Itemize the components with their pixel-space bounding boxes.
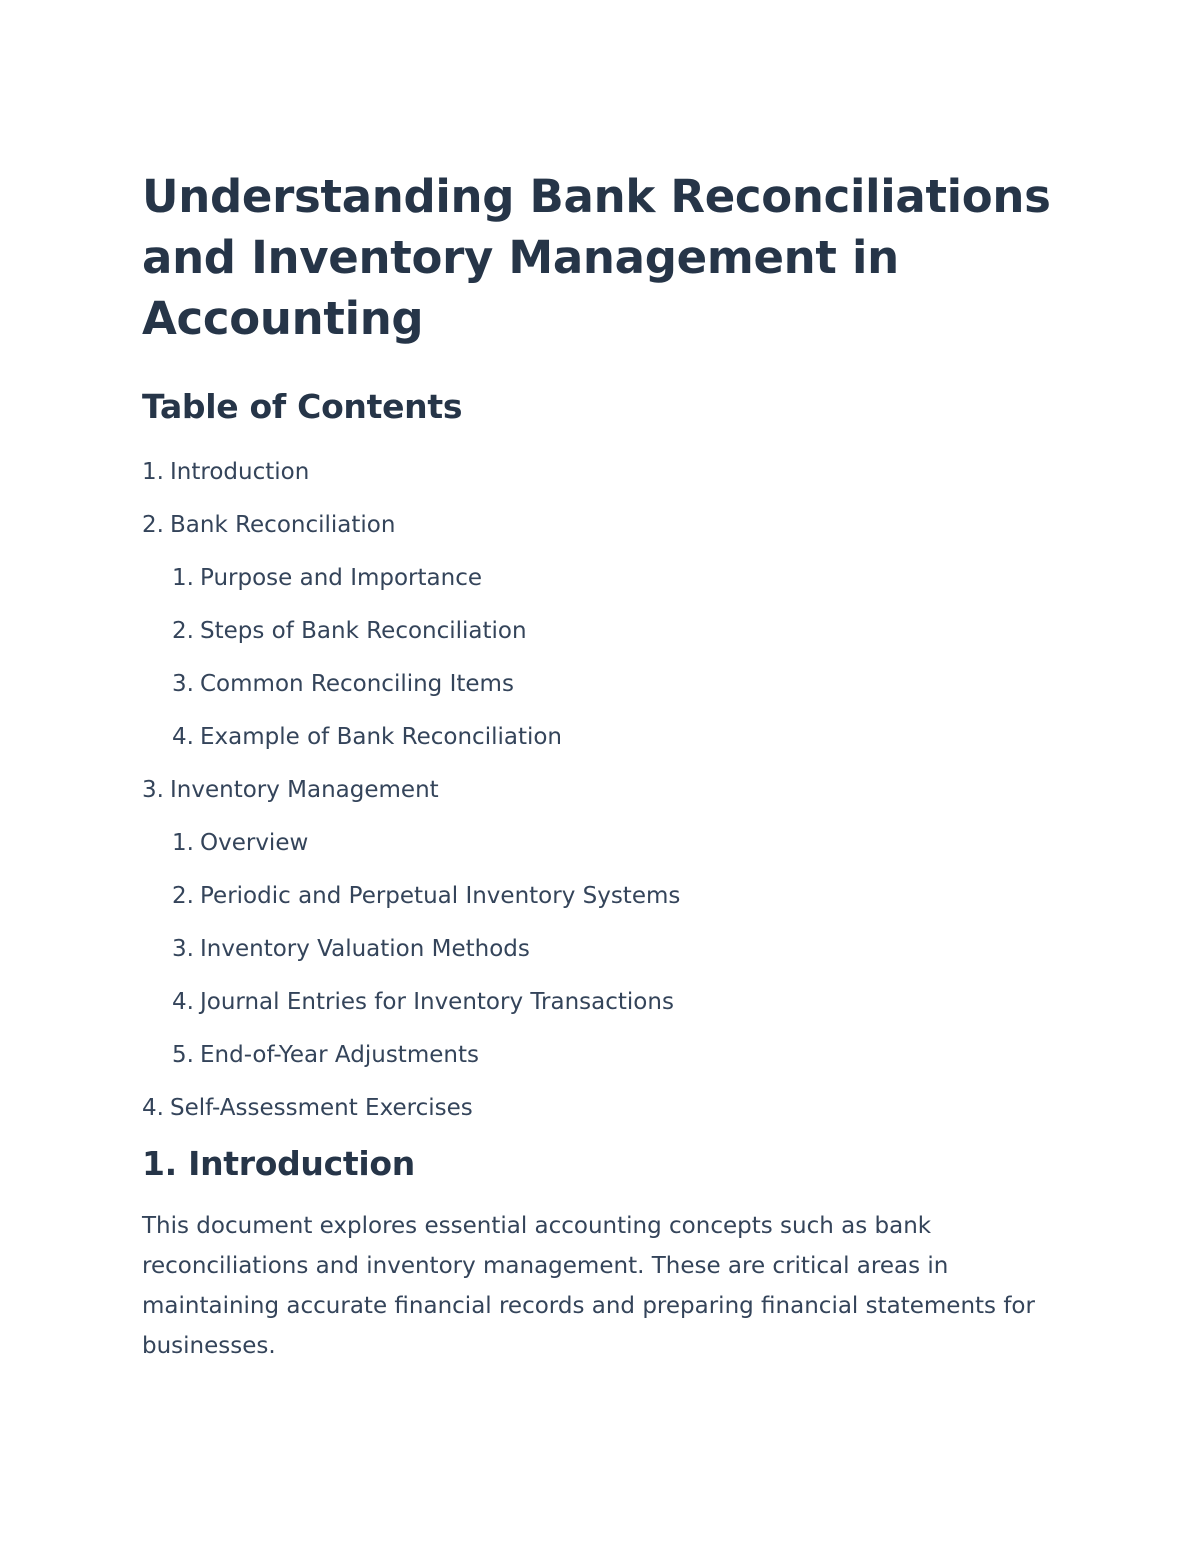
toc-item — [142, 510, 1072, 563]
toc-item-label: Purpose and Importance — [200, 565, 482, 591]
toc-item-number: 2. — [172, 618, 194, 644]
toc-item-number: 3. — [172, 671, 194, 697]
toc-item-label: Introduction — [170, 459, 310, 485]
toc-subitem — [142, 881, 1072, 934]
toc-item-number: 1. — [172, 830, 194, 856]
toc-item-number: 4. — [172, 989, 194, 1015]
toc-item-number: 5. — [172, 1042, 194, 1068]
toc-item-number: 4. — [142, 1095, 164, 1121]
document-title: Understanding Bank Reconciliations and Inventory Management in Accounting — [142, 170, 1051, 345]
introduction-paragraph: This document explores essential accounting concepts such as bank reconciliations and inventory management. These are critical areas in maintaining accurate financial records and preparing financial statements for businesses. — [142, 1213, 1035, 1359]
toc-item-label: Example of Bank Reconciliation — [200, 724, 563, 750]
toc-subitem — [142, 669, 1072, 722]
toc-subitem — [142, 563, 1072, 616]
toc-item-number: 2. — [142, 512, 164, 538]
toc-item-number: 1. — [142, 459, 164, 485]
toc-item-label: Inventory Valuation Methods — [200, 936, 530, 962]
table-of-contents — [142, 457, 1072, 1146]
toc-subitem — [142, 1040, 1072, 1093]
toc-item — [142, 775, 1072, 828]
toc-item-label: Inventory Management — [170, 777, 439, 803]
toc-item-number: 4. — [172, 724, 194, 750]
section-heading-introduction: 1. Introduction — [142, 1144, 415, 1183]
toc-item-label: Periodic and Perpetual Inventory Systems — [200, 883, 681, 909]
toc-subitem — [142, 934, 1072, 987]
toc-subitem — [142, 828, 1072, 881]
toc-item-number: 2. — [172, 883, 194, 909]
toc-subitem — [142, 616, 1072, 669]
toc-item-label: Self-Assessment Exercises — [170, 1095, 473, 1121]
toc-item-label: Overview — [200, 830, 309, 856]
toc-item-number: 1. — [172, 565, 194, 591]
toc-item-number: 3. — [172, 936, 194, 962]
toc-item-label: Bank Reconciliation — [170, 512, 396, 538]
toc-item — [142, 457, 1072, 510]
toc-item-label: Steps of Bank Reconciliation — [200, 618, 527, 644]
toc-item-label: Journal Entries for Inventory Transactions — [200, 989, 674, 1015]
toc-heading: Table of Contents — [142, 387, 463, 426]
toc-item — [142, 1093, 1072, 1146]
toc-subitem — [142, 987, 1072, 1040]
toc-item-label: End-of-Year Adjustments — [200, 1042, 479, 1068]
toc-item-number: 3. — [142, 777, 164, 803]
toc-subitem — [142, 722, 1072, 775]
toc-item-label: Common Reconciling Items — [200, 671, 514, 697]
document-page — [142, 166, 1072, 1366]
